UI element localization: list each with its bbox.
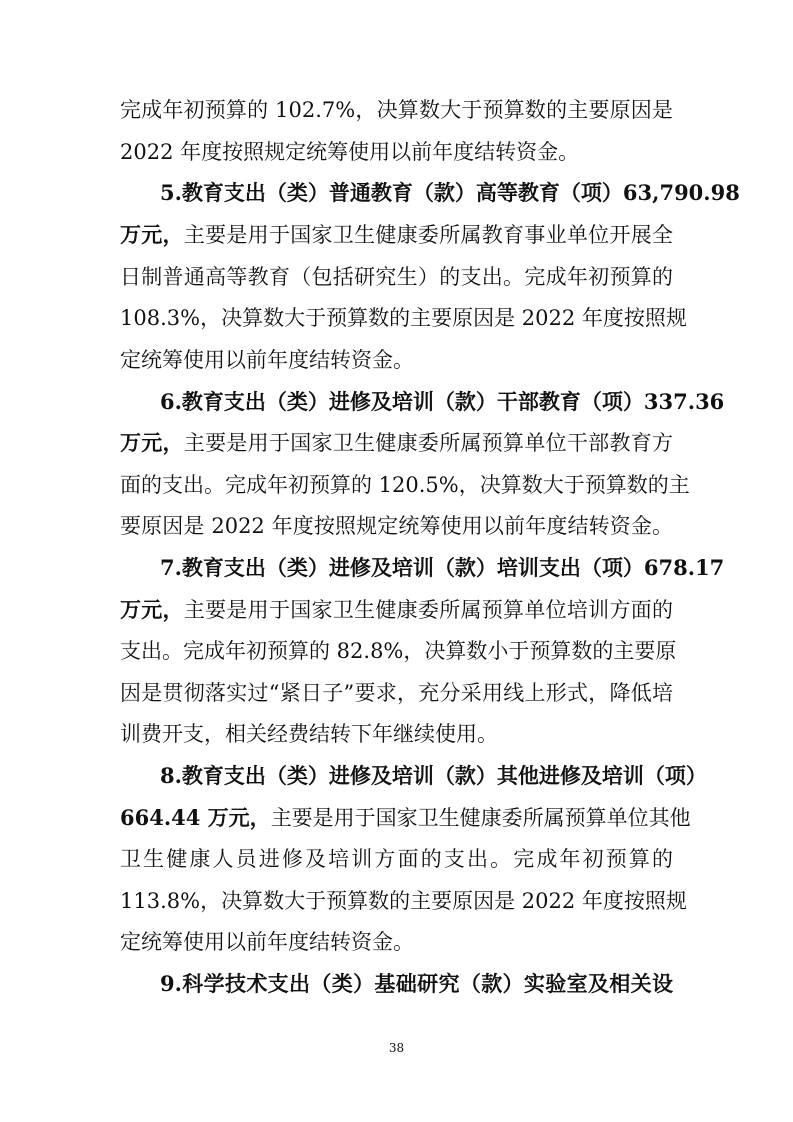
text-line: 万元，主要是用于国家卫生健康委所属教育事业单位开展全 <box>120 222 674 247</box>
section-heading-8: 8.教育支出（类）进修及培训（款）其他进修及培训（项） <box>160 763 707 788</box>
section-heading-5: 5.教育支出（类）普通教育（款）高等教育（项）63,790.98 <box>160 180 740 205</box>
text-line: 定统筹使用以前年度结转资金。 <box>120 348 414 372</box>
text-line: 日制普通高等教育（包括研究生）的支出。完成年初预算的 <box>120 265 673 289</box>
text-line: 因是贯彻落实过“紧日子”要求，充分采用线上形式，降低培 <box>120 681 673 705</box>
section-heading-6: 6.教育支出（类）进修及培训（款）干部教育（项）337.36 <box>160 389 725 414</box>
text-line: 108.3%，决算数大于预算数的主要原因是 2022 年度按照规 <box>120 306 687 330</box>
text-line: 卫生健康人员进修及培训方面的支出。完成年初预算的 <box>120 847 673 871</box>
text-line: 664.44 万元，主要是用于国家卫生健康委所属预算单位其他 <box>120 805 691 830</box>
text-line: 2022 年度按照规定统筹使用以前年度结转资金。 <box>120 140 580 164</box>
text-line: 面的支出。完成年初预算的 120.5%，决算数大于预算数的主 <box>120 473 690 497</box>
text-line: 要原因是 2022 年度按照规定统筹使用以前年度结转资金。 <box>120 514 673 538</box>
text-line: 万元，主要是用于国家卫生健康委所属预算单位干部教育方 <box>120 430 674 455</box>
text-line: 支出。完成年初预算的 82.8%，决算数小于预算数的主要原 <box>120 639 677 663</box>
text-line: 训费开支，相关经费结转下年继续使用。 <box>120 722 498 746</box>
text-line: 万元，主要是用于国家卫生健康委所属预算单位培训方面的 <box>120 597 674 622</box>
section-heading-9: 9.科学技术支出（类）基础研究（款）实验室及相关设 <box>160 971 673 996</box>
text-line: 定统筹使用以前年度结转资金。 <box>120 930 414 954</box>
text-line: 113.8%，决算数大于预算数的主要原因是 2022 年度按照规 <box>120 889 687 913</box>
text-line: 完成年初预算的 102.7%，决算数大于预算数的主要原因是 <box>120 98 673 122</box>
page-number: 38 <box>388 1041 405 1055</box>
section-heading-7: 7.教育支出（类）进修及培训（款）培训支出（项）678.17 <box>160 555 725 580</box>
